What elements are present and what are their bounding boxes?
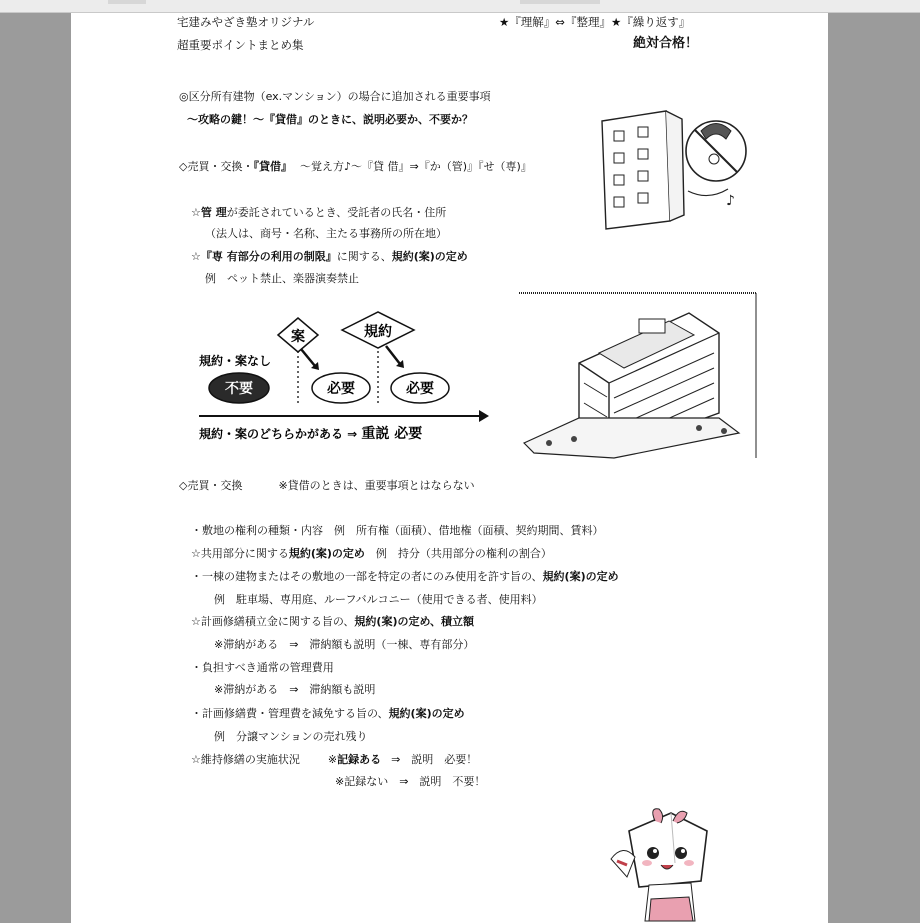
maintenance-row [191,753,477,767]
no-rules-label: 規約・案なし [199,354,272,368]
section1-key: ～攻略の鍵！～『貸借』のときに、説明必要か、不要か？ [187,113,473,126]
section1-heading: ◎区分所有建物（ex.マンション）の場合に追加される重要事項 [179,90,491,103]
needed-badge-1-label: 必要 [327,381,355,397]
section3-heading: ◇売買・交換 [179,479,243,492]
header-title-line1: 宅建みやざき塾オリジナル [177,15,315,29]
section3-line [191,547,552,561]
section3-line-part: ※滞納がある ⇒ 滞納額も説明（一棟、専有部分） [203,638,475,651]
section3-line [191,707,465,721]
section3-line-part: 規約(案)の定め、積立額 [354,615,475,628]
maint-label: ☆維持修繕の実施状況 [191,753,300,766]
section3-line [191,570,619,584]
section3-line [203,683,375,697]
maint-mark: ※ [327,753,338,766]
section3-line [191,615,474,629]
draft-tag-label: 案 [291,329,305,345]
item2-bold2: 規約(案)の定め [391,250,468,263]
diagram-footer-b: 重説 必要 [361,426,423,442]
svg-text:♪: ♪ [726,193,735,209]
toolbar-control[interactable] [108,0,146,4]
section2-heading-a: ◇売買・交換・ [179,160,254,173]
maint-record-no: ※記録ない ⇒ 説明 不要！ [335,775,486,788]
section3-line-part: ※滞納がある ⇒ 滞納額も説明 [203,683,376,696]
viewer-toolbar [0,0,920,13]
header-motto: ★『理解』⇔『整理』★『繰り返す』 [499,15,691,29]
section2-item1-note: （法人は、商号・名称、主たる事務所の所在地） [205,227,447,240]
section3-line-part: 規約(案)の定め [388,707,465,720]
item2-mid: に関する、 [336,250,392,263]
needed-badge-2-label: 必要 [406,381,434,397]
section3-line-part: ・負担すべき通常の管理費用 [191,661,334,674]
section3-line-part: 規約(案)の定め [288,547,365,560]
item1-rest: が委託されているとき、受託者の氏名・住所 [226,206,447,219]
maint-record-yes: 記録ある [337,753,382,766]
unneeded-badge-label: 不要 [225,381,253,397]
section3-line [191,524,604,538]
rules-tag-label: 規約 [364,324,392,340]
header-title-line2: 超重要ポイントまとめ集 [177,38,304,52]
diagram-footer-a: 規約・案のどちらかがある ⇒ [199,427,362,441]
section3-line-part: 規約(案)の定め [542,570,619,583]
building-sketch-icon [596,101,756,231]
section3-line [191,661,334,675]
section3-line [203,638,474,652]
section3-line-part: ☆計画修繕積立金に関する旨の、 [191,615,355,628]
rules-flow-diagram [191,308,491,442]
maint-yes-result: ⇒ 説明 必要！ [391,753,478,766]
section3-line [203,593,543,607]
section2-heading-b: 『貸借』 [253,160,292,173]
document-page [71,13,828,923]
diagram-footer [199,425,422,442]
header-goal: 絶対合格！ [633,36,699,51]
condo-sketch-icon [519,293,759,458]
section3-line-part: ☆共用部分に関する [191,547,289,560]
section3-line-part: 例 持分（共用部分の権利の割合） [364,547,552,560]
section3-line-part: ・計画修繕費・管理費を減免する旨の、 [191,707,389,720]
section2-item2-example: 例 ペット禁止、楽器演奏禁止 [205,272,359,285]
star-mark: ☆ [191,206,201,219]
item2-bold: ☆『専 有部分の利用の制限』 [191,250,337,263]
section2-item2 [191,250,468,264]
section2-heading-c: ～覚え方♪～『貸 借』⇒『か（管)』『せ（専)』 [299,160,532,173]
section3-line [203,730,368,744]
mascot-character-icon [609,803,729,923]
section3-line-part: ・一棟の建物またはその敷地の一部を特定の者にのみ使用を許す旨の、 [191,570,543,583]
section3-line-part: 例 分譲マンションの売れ残り [203,730,368,743]
section3-note: ※貸借のときは、重要事項とはならない [278,479,475,492]
section3-heading-row [179,479,475,493]
item1-bold: 管 理 [200,206,227,219]
section3-line-part: 例 駐車場、専用庭、ルーフバルコニー（使用できる者、使用料） [203,593,543,606]
toolbar-control[interactable] [520,0,600,4]
section2-item1 [191,206,446,220]
section2-heading [179,160,532,174]
section3-line-part: ・敷地の権利の種類・内容 例 所有権（面積）、借地権（面積、契約期間、賃料） [191,524,604,537]
